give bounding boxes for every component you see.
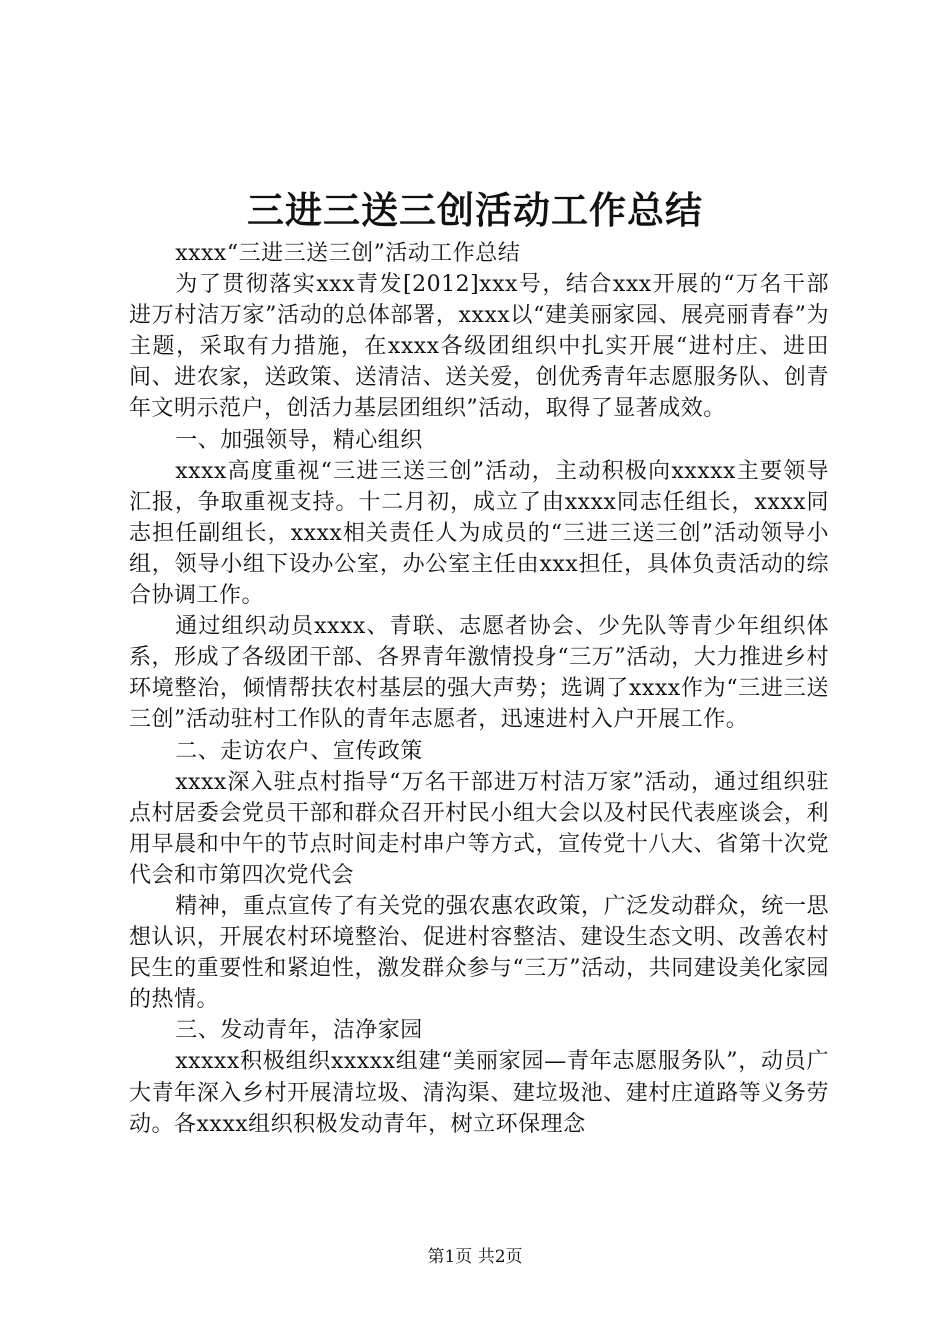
section-heading-3: 三、发动青年，洁净家园 [175,1018,423,1044]
body-paragraph: 精神，重点宣传了有关党的强农惠农政策，广泛发动群众，统一思想认识，开展农村环境整治、促进村容整洁、建设生态文明、改善农村民生的重要性和紧迫性，激发群众参与“三万”活动，共同建设美化家园的热情。 [129,893,829,1013]
body-paragraph: xxxx深入驻点村指导“万名干部进万村洁万家”活动，通过组织驻点村居委会党员干部和群众召开村民小组大会以及村民代表座谈会，利用早晨和中午的节点时间走村串户等方式，宣传党十八大、省第十次党代会和市第四次党代会 [129,769,829,888]
section-heading-1: 一、加强领导，精心组织 [175,427,423,453]
document-subtitle: xxxx“三进三送三创”活动工作总结 [175,241,521,266]
page-number-footer: 第1页 共2页 [427,1247,523,1267]
section-heading-2: 二、走访农户、宣传政策 [175,738,423,764]
document-body [129,238,829,1140]
body-paragraph: 通过组织动员xxxx、青联、志愿者协会、少先队等青少年组织体系，形成了各级团干部、各界青年激情投身“三万”活动，大力推进乡村环境整治，倾情帮扶农村基层的强大声势；选调了xxxx作为“三进三送三创”活动驻村工作队的青年志愿者，迅速进村入户开展工作。 [129,614,829,733]
intro-paragraph: 为了贯彻落实xxx青发[2012]xxx号，结合xxx开展的“万名干部进万村洁万家”活动的总体部署，xxxx以“建美丽家园、展亮丽青春”为主题，采取有力措施，在xxxx各级团组织中扎实开展“进村庄、进田间、进农家，送政策、送清洁、送关爱，创优秀青年志愿服务队、创青年文明示范户，创活力基层团组织”活动，取得了显著成效。 [129,272,829,422]
body-paragraph: xxxxx积极组织xxxxx组建“美丽家园—青年志愿服务队”，动员广大青年深入乡村开展清垃圾、清沟渠、建垃圾池、建村庄道路等义务劳动。各xxxx组织积极发动青年，树立环保理念 [129,1049,829,1137]
document-title: 三进三送三创活动工作总结 [247,188,703,232]
body-paragraph: xxxx高度重视“三进三送三创”活动，主动积极向xxxxx主要领导汇报，争取重视支持。十二月初，成立了由xxxx同志任组长，xxxx同志担任副组长，xxxx相关责任人为成员的“三进三送三创”活动领导小组，领导小组下设办公室，办公室主任由xxx担任，具体负责活动的综合协调工作。 [129,458,829,609]
